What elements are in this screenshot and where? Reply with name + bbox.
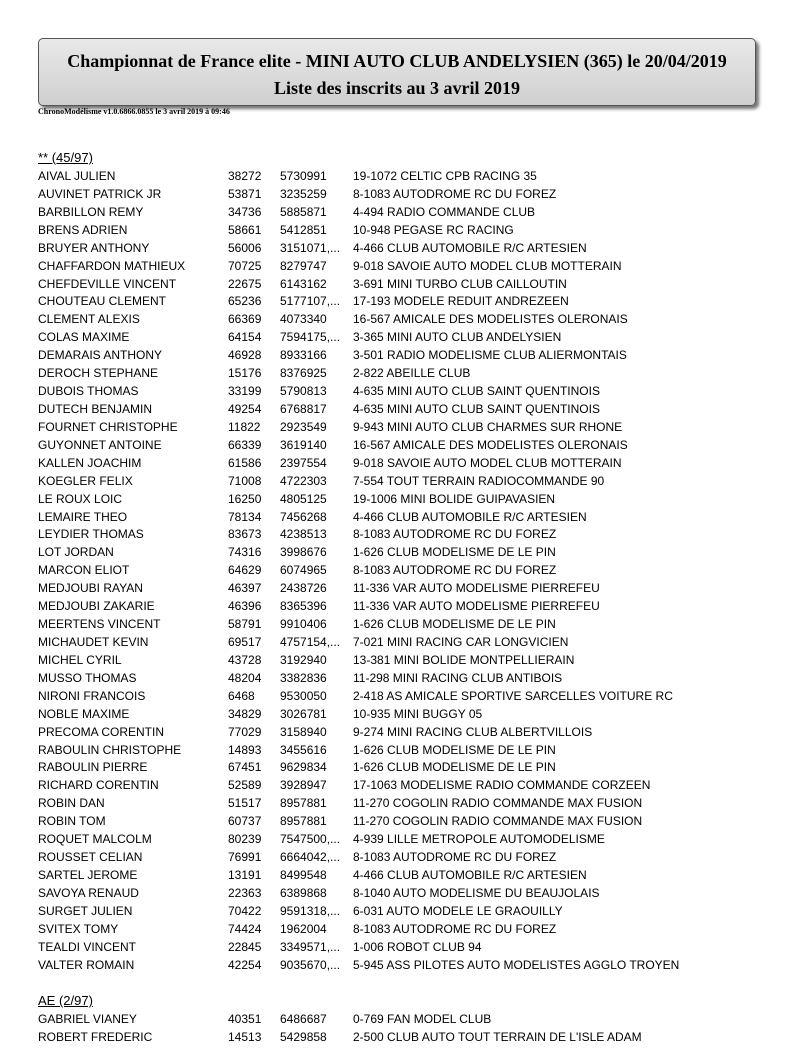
driver-name: SURGET JULIEN: [38, 903, 133, 918]
license-number: 5730991: [280, 169, 327, 183]
driver-name: VALTER ROMAIN: [38, 957, 135, 972]
table-row: [38, 221, 758, 239]
table-row: [38, 239, 758, 257]
driver-number: 77029: [228, 724, 262, 739]
driver-name: CHAFFARDON MATHIEUX: [38, 258, 186, 273]
driver-number: 49254: [228, 401, 262, 416]
table-row: [38, 1028, 758, 1046]
club-name: 8-1083 AUTODROME RC DU FOREZ: [353, 850, 557, 865]
driver-number: 22675: [228, 276, 262, 291]
club-name: 4-466 CLUB AUTOMOBILE R/C ARTESIEN: [353, 240, 587, 255]
club-name: 3-691 MINI TURBO CLUB CAILLOUTIN: [353, 276, 567, 291]
driver-name: COLAS MAXIME: [38, 330, 130, 345]
driver-name: RABOULIN PIERRE: [38, 760, 148, 775]
table-row: [38, 956, 758, 974]
driver-name: MICHAUDET KEVIN: [38, 634, 149, 649]
license-number: 4805125: [280, 491, 327, 506]
driver-name: SARTEL JEROME: [38, 867, 138, 882]
driver-name: CHEFDEVILLE VINCENT: [38, 276, 177, 291]
section-category-starstar: [38, 150, 758, 973]
club-name: 0-769 FAN MODEL CLUB: [353, 1012, 492, 1026]
driver-number: 14893: [228, 742, 262, 757]
club-name: 4-466 CLUB AUTOMOBILE R/C ARTESIEN: [353, 867, 587, 882]
club-name: 10-935 MINI BUGGY 05: [353, 706, 483, 721]
table-row: [38, 669, 758, 687]
driver-number: 60737: [228, 814, 262, 829]
club-name: 8-1083 AUTODROME RC DU FOREZ: [353, 563, 557, 578]
driver-number: 80239: [228, 832, 262, 847]
club-name: 16-567 AMICALE DES MODELISTES OLERONAIS: [353, 312, 628, 327]
table-row: [38, 902, 758, 920]
club-name: 8-1083 AUTODROME RC DU FOREZ: [353, 921, 557, 936]
club-name: 8-1040 AUTO MODELISME DU BEAUJOLAIS: [353, 885, 600, 900]
table-row: [38, 185, 758, 203]
table-row: [38, 920, 758, 938]
driver-number: 69517: [228, 634, 262, 649]
license-number: 9530050: [280, 688, 327, 703]
driver-name: BRENS ADRIEN: [38, 222, 128, 237]
driver-name: CLEMENT ALEXIS: [38, 312, 140, 327]
license-number: 3235259: [280, 186, 327, 201]
driver-name: BARBILLON REMY: [38, 204, 144, 219]
driver-number: 78134: [228, 509, 262, 524]
driver-name: FOURNET CHRISTOPHE: [38, 419, 178, 434]
club-name: 11-298 MINI RACING CLUB ANTIBOIS: [353, 670, 563, 685]
club-name: 6-031 AUTO MODELE LE GRAOUILLY: [353, 903, 563, 918]
driver-name: DUBOIS THOMAS: [38, 384, 139, 399]
license-number: 3998676: [280, 545, 327, 560]
section-heading: AE (2/97): [38, 993, 93, 1008]
license-number: 4073340: [280, 312, 327, 327]
club-name: 4-635 MINI AUTO CLUB SAINT QUENTINOIS: [353, 401, 600, 416]
license-number: 6074965: [280, 563, 327, 578]
club-name: 17-1063 MODELISME RADIO COMMANDE CORZEEN: [353, 778, 651, 793]
club-name: 4-494 RADIO COMMANDE CLUB: [353, 204, 536, 219]
club-name: 16-567 AMICALE DES MODELISTES OLERONAIS: [353, 437, 628, 452]
driver-number: 51517: [228, 796, 262, 811]
driver-number: 22363: [228, 885, 262, 900]
license-number: 5412851: [280, 222, 327, 237]
license-number: 8957881: [280, 814, 327, 829]
table-row: [38, 830, 758, 848]
club-name: 9-018 SAVOIE AUTO MODEL CLUB MOTTERAIN: [353, 455, 622, 470]
table-row: [38, 848, 758, 866]
table-row: [38, 884, 758, 902]
license-number: 6486687: [280, 1012, 327, 1026]
club-name: 2-418 AS AMICALE SPORTIVE SARCELLES VOITURE RC: [353, 688, 673, 703]
license-number: 9629834: [280, 760, 327, 775]
table-row: [38, 812, 758, 830]
driver-name: NOBLE MAXIME: [38, 706, 130, 721]
driver-name: ROQUET MALCOLM: [38, 832, 152, 847]
club-name: 1-626 CLUB MODELISME DE LE PIN: [353, 760, 556, 775]
driver-name: SAVOYA RENAUD: [38, 885, 139, 900]
license-number: 4722303: [280, 473, 327, 488]
driver-name: LEMAIRE THEO: [38, 509, 128, 524]
license-number: 8499548: [280, 867, 327, 882]
table-row: [38, 257, 758, 275]
table-row: [38, 454, 758, 472]
driver-number: 65236: [228, 294, 262, 309]
club-name: 9-274 MINI RACING CLUB ALBERTVILLOIS: [353, 724, 593, 739]
driver-name: PRECOMA CORENTIN: [38, 724, 165, 739]
club-name: 17-193 MODELE REDUIT ANDREZEEN: [353, 294, 569, 309]
table-row: [38, 472, 758, 490]
driver-number: 61586: [228, 455, 262, 470]
driver-number: 46397: [228, 581, 262, 596]
driver-name: DEMARAIS ANTHONY: [38, 348, 163, 363]
table-row: [38, 615, 758, 633]
driver-number: 6468: [228, 688, 255, 703]
driver-number: 33199: [228, 384, 262, 399]
license-number: 7456268: [280, 509, 327, 524]
club-name: 1-626 CLUB MODELISME DE LE PIN: [353, 545, 556, 560]
driver-name: KOEGLER FELIX: [38, 473, 133, 488]
club-name: 3-365 MINI AUTO CLUB ANDELYSIEN: [353, 330, 562, 345]
license-number: 6664042,...: [280, 850, 341, 865]
driver-name: ROUSSET CELIAN: [38, 850, 143, 865]
driver-number: 13191: [228, 867, 262, 882]
license-number: 9035670,...: [280, 957, 341, 972]
license-number: 5177107,...: [280, 294, 341, 309]
license-number: 2438726: [280, 581, 327, 596]
club-name: 9-943 MINI AUTO CLUB CHARMES SUR RHONE: [353, 419, 623, 434]
driver-number: 48204: [228, 670, 262, 685]
license-number: 2923549: [280, 419, 327, 434]
license-number: 2397554: [280, 455, 327, 470]
driver-number: 66369: [228, 312, 262, 327]
license-number: 5885871: [280, 204, 327, 219]
club-name: 7-021 MINI RACING CAR LONGVICIEN: [353, 634, 569, 649]
club-name: 19-1072 CELTIC CPB RACING 35: [353, 169, 537, 183]
table-row: [38, 203, 758, 221]
club-name: 8-1083 AUTODROME RC DU FOREZ: [353, 186, 557, 201]
club-name: 2-500 CLUB AUTO TOUT TERRAIN DE L'ISLE ADAM: [353, 1029, 642, 1044]
license-number: 8279747: [280, 258, 327, 273]
club-name: 10-948 PEGASE RC RACING: [353, 222, 514, 237]
table-row: [38, 579, 758, 597]
table-row: [38, 633, 758, 651]
license-number: 4238513: [280, 527, 327, 542]
license-number: 3619140: [280, 437, 327, 452]
driver-name: DUTECH BENJAMIN: [38, 401, 153, 416]
license-number: 5790813: [280, 384, 327, 399]
license-number: 6768817: [280, 401, 327, 416]
club-name: 3-501 RADIO MODELISME CLUB ALIERMONTAIS: [353, 348, 627, 363]
table-row: [38, 400, 758, 418]
table-row: [38, 346, 758, 364]
table-row: [38, 292, 758, 310]
entry-list: [38, 1010, 758, 1046]
table-row: [38, 866, 758, 884]
table-row: [38, 776, 758, 794]
table-row: [38, 490, 758, 508]
table-row: [38, 705, 758, 723]
driver-number: 70725: [228, 258, 262, 273]
license-number: 3158940: [280, 724, 327, 739]
driver-name: MUSSO THOMAS: [38, 670, 137, 685]
driver-name: GABRIEL VIANEY: [38, 1012, 137, 1026]
section-heading: ** (45/97): [38, 150, 93, 165]
club-name: 7-554 TOUT TERRAIN RADIOCOMMANDE 90: [353, 473, 605, 488]
driver-name: KALLEN JOACHIM: [38, 455, 142, 470]
club-name: 13-381 MINI BOLIDE MONTPELLIERAIN: [353, 652, 575, 667]
driver-number: 53871: [228, 186, 262, 201]
driver-number: 56006: [228, 240, 262, 255]
table-row: [38, 364, 758, 382]
license-number: 7594175,...: [280, 330, 341, 345]
entry-list: [38, 167, 758, 973]
table-row: [38, 651, 758, 669]
driver-number: 58791: [228, 617, 262, 632]
driver-number: 38272: [228, 169, 262, 183]
driver-name: ROBIN TOM: [38, 814, 106, 829]
driver-name: ROBIN DAN: [38, 796, 105, 811]
driver-name: CHOUTEAU CLEMENT: [38, 294, 167, 309]
license-number: 3382836: [280, 670, 327, 685]
table-row: [38, 328, 758, 346]
club-name: 19-1006 MINI BOLIDE GUIPAVASIEN: [353, 491, 556, 506]
table-row: [38, 687, 758, 705]
license-number: 9910406: [280, 617, 327, 632]
club-name: 5-945 ASS PILOTES AUTO MODELISTES AGGLO TROYEN: [353, 957, 680, 972]
table-row: [38, 741, 758, 759]
club-name: 11-336 VAR AUTO MODELISME PIERREFEU: [353, 599, 600, 614]
driver-number: 40351: [228, 1012, 262, 1026]
table-row: [38, 382, 758, 400]
driver-number: 15176: [228, 366, 262, 381]
table-row: [38, 167, 758, 185]
driver-number: 71008: [228, 473, 262, 488]
driver-number: 34736: [228, 204, 262, 219]
table-row: [38, 525, 758, 543]
table-row: [38, 758, 758, 776]
driver-number: 58661: [228, 222, 262, 237]
license-number: 3928947: [280, 778, 327, 793]
document-subtitle: Liste des inscrits au 3 avril 2019: [274, 78, 520, 98]
license-number: 3151071,...: [280, 240, 341, 255]
driver-number: 46396: [228, 599, 262, 614]
table-row: [38, 597, 758, 615]
generator-stamp: ChronoModélisme v1.0.6866.0855 le 3 avril 2019 à 09:46: [38, 107, 230, 116]
driver-number: 67451: [228, 760, 262, 775]
driver-name: MICHEL CYRIL: [38, 652, 122, 667]
club-name: 2-822 ABEILLE CLUB: [353, 366, 471, 381]
club-name: 11-336 VAR AUTO MODELISME PIERREFEU: [353, 581, 600, 596]
table-row: [38, 275, 758, 293]
club-name: 9-018 SAVOIE AUTO MODEL CLUB MOTTERAIN: [353, 258, 622, 273]
driver-number: 74424: [228, 921, 262, 936]
driver-name: MARCON ELIOT: [38, 563, 130, 578]
driver-name: MEDJOUBI RAYAN: [38, 581, 143, 596]
driver-number: 34829: [228, 706, 262, 721]
license-number: 1962004: [280, 921, 327, 936]
table-row: [38, 1010, 758, 1028]
table-row: [38, 508, 758, 526]
driver-number: 22845: [228, 939, 262, 954]
driver-name: RABOULIN CHRISTOPHE: [38, 742, 182, 757]
driver-number: 66339: [228, 437, 262, 452]
driver-number: 64629: [228, 563, 262, 578]
driver-number: 52589: [228, 778, 262, 793]
driver-name: AUVINET PATRICK JR: [38, 186, 162, 201]
club-name: 1-626 CLUB MODELISME DE LE PIN: [353, 617, 556, 632]
club-name: 1-626 CLUB MODELISME DE LE PIN: [353, 742, 556, 757]
license-number: 7547500,...: [280, 832, 341, 847]
document-title: Championnat de France elite - MINI AUTO CLUB ANDELYSIEN (365) le 20/04/2019: [67, 51, 727, 71]
license-number: 5429858: [280, 1029, 327, 1044]
driver-number: 83673: [228, 527, 262, 542]
driver-number: 64154: [228, 330, 262, 345]
license-number: 8933166: [280, 348, 327, 363]
license-number: 9591318,...: [280, 903, 341, 918]
driver-name: GUYONNET ANTOINE: [38, 437, 162, 452]
license-number: 3455616: [280, 742, 327, 757]
club-name: 1-006 ROBOT CLUB 94: [353, 939, 482, 954]
driver-number: 70422: [228, 903, 262, 918]
license-number: 3349571,...: [280, 939, 341, 954]
table-row: [38, 310, 758, 328]
driver-number: 16250: [228, 491, 262, 506]
table-row: [38, 561, 758, 579]
driver-name: SVITEX TOMY: [38, 921, 119, 936]
driver-name: AIVAL JULIEN: [38, 169, 116, 183]
driver-name: LE ROUX LOIC: [38, 491, 123, 506]
club-name: 4-939 LILLE METROPOLE AUTOMODELISME: [353, 832, 605, 847]
table-row: [38, 418, 758, 436]
driver-number: 76991: [228, 850, 262, 865]
club-name: 4-635 MINI AUTO CLUB SAINT QUENTINOIS: [353, 384, 600, 399]
club-name: 11-270 COGOLIN RADIO COMMANDE MAX FUSION: [353, 796, 643, 811]
table-row: [38, 794, 758, 812]
section-category-ae: [38, 993, 758, 1046]
driver-number: 74316: [228, 545, 262, 560]
table-row: [38, 543, 758, 561]
driver-name: LOT JORDAN: [38, 545, 114, 560]
driver-name: MEERTENS VINCENT: [38, 617, 161, 632]
license-number: 6143162: [280, 276, 327, 291]
driver-name: LEYDIER THOMAS: [38, 527, 144, 542]
driver-name: MEDJOUBI ZAKARIE: [38, 599, 155, 614]
license-number: 8376925: [280, 366, 327, 381]
table-row: [38, 938, 758, 956]
driver-name: TEALDI VINCENT: [38, 939, 137, 954]
club-name: 11-270 COGOLIN RADIO COMMANDE MAX FUSION: [353, 814, 643, 829]
driver-name: RICHARD CORENTIN: [38, 778, 159, 793]
license-number: 8957881: [280, 796, 327, 811]
driver-name: ROBERT FREDERIC: [38, 1029, 153, 1044]
driver-name: NIRONI FRANCOIS: [38, 688, 146, 703]
license-number: 4757154,...: [280, 634, 341, 649]
table-row: [38, 723, 758, 741]
driver-number: 46928: [228, 348, 262, 363]
table-row: [38, 436, 758, 454]
license-number: 3192940: [280, 652, 327, 667]
driver-name: BRUYER ANTHONY: [38, 240, 150, 255]
club-name: 4-466 CLUB AUTOMOBILE R/C ARTESIEN: [353, 509, 587, 524]
driver-number: 43728: [228, 652, 262, 667]
driver-name: DEROCH STEPHANE: [38, 366, 159, 381]
license-number: 8365396: [280, 599, 327, 614]
driver-number: 11822: [228, 419, 261, 434]
license-number: 6389868: [280, 885, 327, 900]
document-header: [38, 38, 756, 106]
club-name: 8-1083 AUTODROME RC DU FOREZ: [353, 527, 557, 542]
driver-number: 42254: [228, 957, 262, 972]
driver-number: 14513: [228, 1029, 262, 1044]
license-number: 3026781: [280, 706, 327, 721]
